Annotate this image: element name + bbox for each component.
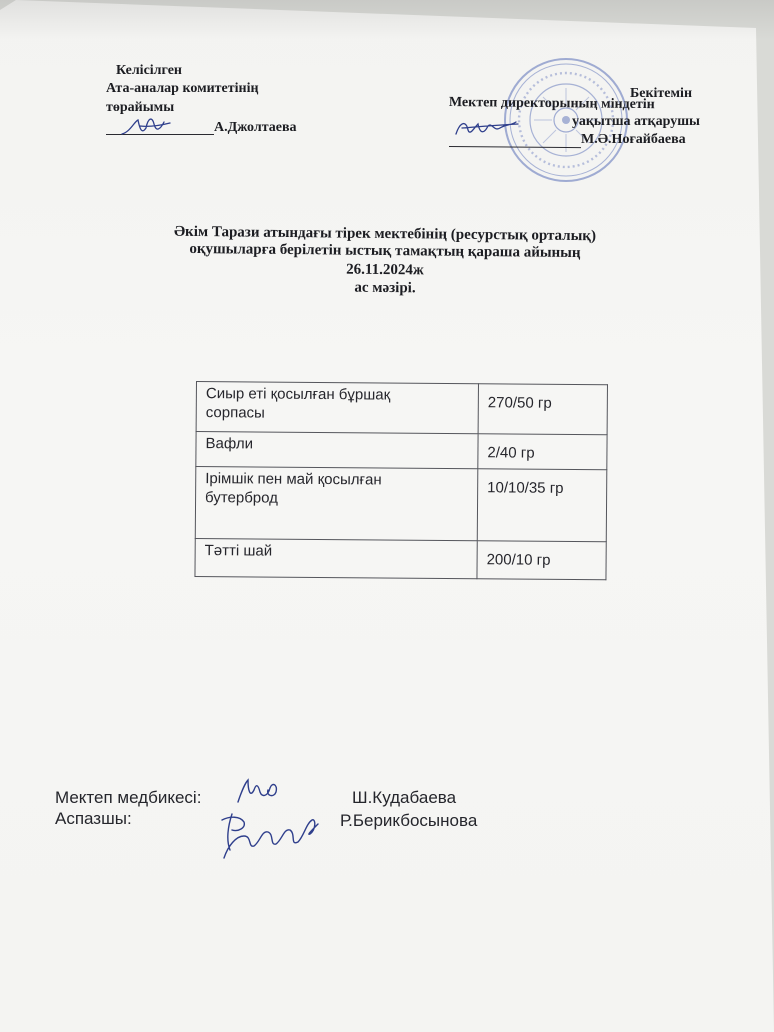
title-date: 26.11.2024ж (346, 261, 424, 279)
quantity-cell (478, 384, 607, 435)
nurse-name: Ш.Кудабаева (352, 788, 457, 807)
quantity-cell (478, 434, 607, 470)
cook-signature (218, 806, 322, 862)
approval-left-position-line2: төрайымы (106, 100, 175, 115)
nurse-label: Мектеп медбикесі: (55, 788, 202, 807)
quantity-value: 270/50 гр (487, 394, 552, 412)
cook-name: Р.Берикбосынова (340, 811, 478, 830)
approval-left-heading: Келісілген (116, 63, 182, 78)
approval-right-heading: Бекітемін (630, 86, 693, 101)
cook-label: Аспазшы: (55, 809, 132, 828)
dish-name-line1: Ірімшік пен май қосылған (205, 470, 382, 489)
approval-right-position-line2: уақытша атқарушы (572, 114, 700, 129)
table-row (195, 467, 607, 542)
dish-name-line2: бутерброд (205, 489, 279, 507)
quantity-cell (477, 469, 607, 542)
title-line-4: ас мәзірі. (354, 279, 416, 297)
dish-name-line1: Тәтті шай (204, 542, 273, 560)
table-row (196, 382, 607, 435)
quantity-value: 200/10 гр (486, 551, 551, 569)
title-line-1: Әкім Тарази атындағы тірек мектебінің (ресурстық орталық) (173, 223, 597, 245)
approval-left-position-line1: Ата-аналар комитетінің (106, 81, 259, 96)
approval-right-name: М.Ә.Ноғайбаева (581, 132, 686, 147)
dish-name-line1: Сиыр еті қосылған бұршақ (205, 385, 391, 404)
quantity-cell (477, 541, 606, 580)
nurse-signature (232, 776, 284, 806)
dish-name-line1: Вафли (205, 435, 254, 453)
approval-right-signature (452, 112, 522, 142)
quantity-value: 2/40 гр (487, 444, 535, 462)
menu-table (194, 381, 608, 580)
table-row (196, 432, 607, 470)
approval-left-name: А.Джолтаева (214, 120, 297, 135)
dish-name-line2: сорпасы (205, 404, 265, 422)
approval-left-signature (118, 110, 174, 144)
table-row (195, 538, 606, 579)
dish-cell (195, 467, 478, 541)
dish-cell (196, 382, 478, 434)
quantity-value: 10/10/35 гр (487, 479, 564, 497)
approval-right-position-line1: Мектеп директорының міндетін (448, 95, 655, 113)
title-line-2: оқушыларға берілетін ыстық тамақтың қараша айының (189, 240, 581, 262)
dish-cell (196, 432, 478, 469)
dish-cell (195, 538, 477, 578)
